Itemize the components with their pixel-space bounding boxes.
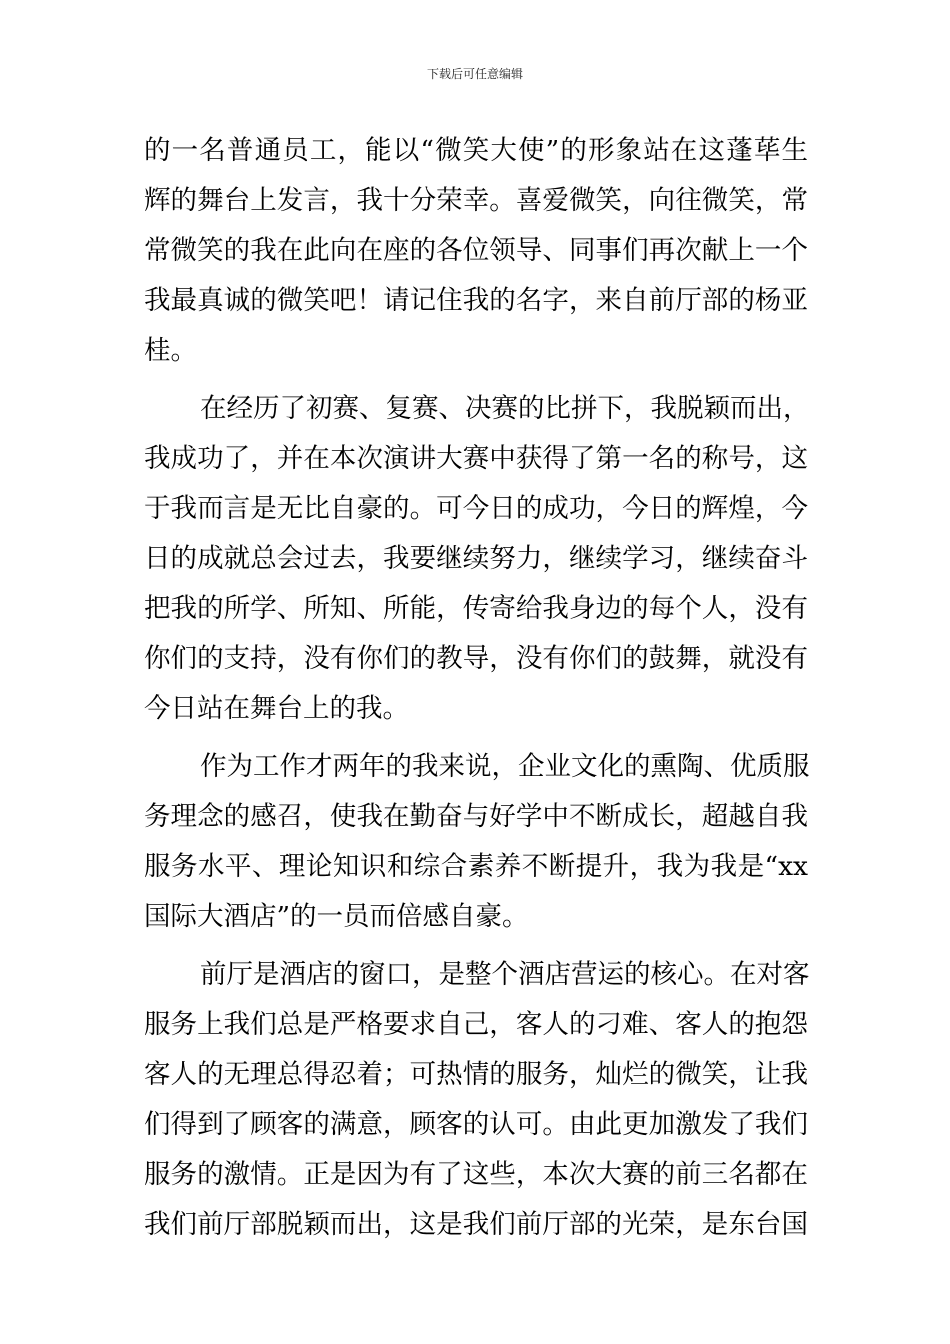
text-line: 今日站在舞台上的我。 (144, 693, 409, 724)
paragraph-4 (144, 950, 808, 1250)
text-line: 你们的支持，没有你们的教导，没有你们的鼓舞，就没有 (144, 643, 808, 674)
text-line: 常微笑的我在此向在座的各位领导、同事们再次献上一个 (144, 235, 808, 266)
text-line: 在经历了初赛、复赛、决赛的比拼下，我脱颖而出， (200, 393, 810, 424)
text-line: 我最真诚的微笑吧！请记住我的名字，来自前厅部的杨亚 (144, 285, 808, 316)
text-line: 的一名普通员工，能以“微笑大使”的形象站在这蓬荜生 (144, 135, 808, 166)
text-line: 服务的激情。正是因为有了这些，本次大赛的前三名都在 (144, 1159, 808, 1190)
text-line: 服务水平、理论知识和综合素养不断提升，我为我是“xx (144, 851, 808, 882)
text-line: 把我的所学、所知、所能，传寄给我身边的每个人，没有 (144, 593, 808, 624)
text-line: 辉的舞台上发言，我十分荣幸。喜爱微笑，向往微笑，常 (144, 185, 808, 216)
page-header: 下载后可任意编辑 (426, 67, 523, 81)
text-line: 务理念的感召，使我在勤奋与好学中不断成长，超越自我 (144, 801, 808, 832)
text-line: 作为工作才两年的我来说，企业文化的熏陶、优质服 (200, 751, 810, 782)
text-line: 国际大酒店”的一员而倍感自豪。 (144, 901, 529, 932)
text-line: 们得到了顾客的满意，顾客的认可。由此更加激发了我们 (144, 1109, 808, 1140)
text-line: 于我而言是无比自豪的。可今日的成功，今日的辉煌，今 (144, 493, 808, 524)
document-body (144, 126, 808, 1250)
text-line: 客人的无理总得忍着；可热情的服务，灿烂的微笑，让我 (144, 1059, 808, 1090)
text-line: 前厅是酒店的窗口，是整个酒店营运的核心。在对客 (200, 959, 810, 990)
text-line: 我成功了，并在本次演讲大赛中获得了第一名的称号，这 (144, 443, 808, 474)
text-line: 服务上我们总是严格要求自己，客人的刁难、客人的抱怨 (144, 1009, 808, 1040)
paragraph-1 (144, 126, 808, 376)
text-line: 桂。 (144, 335, 197, 366)
text-line: 日的成就总会过去，我要继续努力，继续学习，继续奋斗 (144, 543, 808, 574)
paragraph-3 (144, 742, 808, 942)
paragraph-2 (144, 384, 808, 734)
text-line: 我们前厅部脱颖而出，这是我们前厅部的光荣，是东台国 (144, 1209, 808, 1240)
